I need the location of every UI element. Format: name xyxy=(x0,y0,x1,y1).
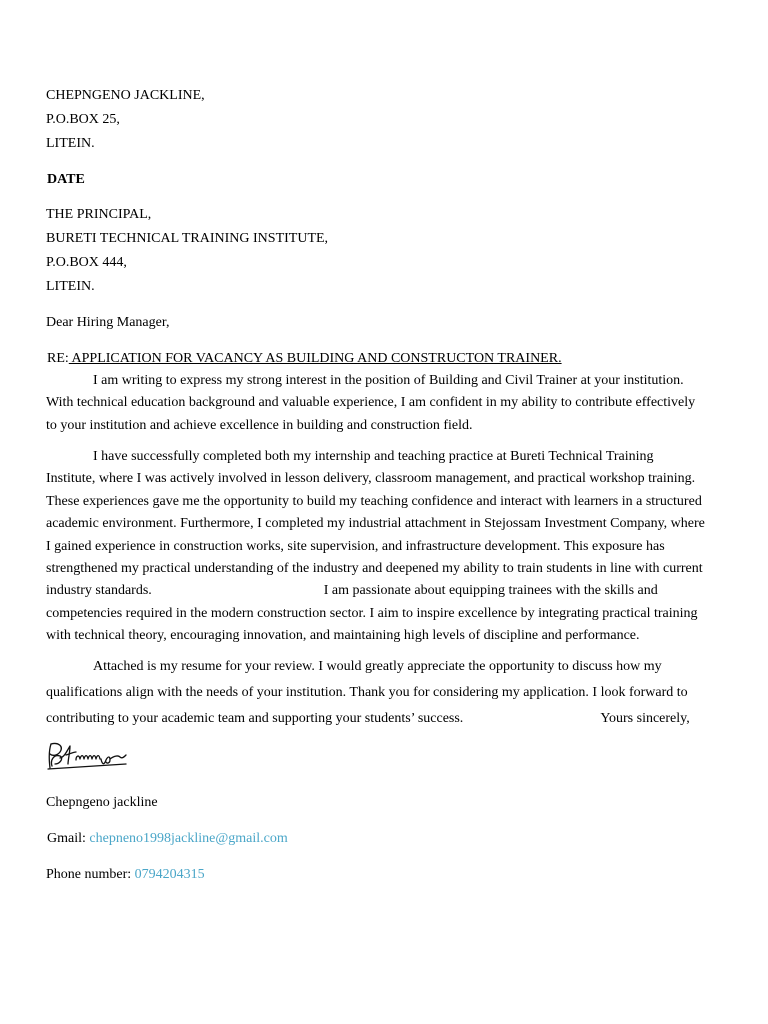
split-right-text: I am passionate about equipping trainees with the skills and xyxy=(323,583,658,599)
salutation: Dear Hiring Manager, xyxy=(46,315,170,330)
subject-text: APPLICATION FOR VACANCY AS BUILDING AND CONSTRUCTON TRAINER. xyxy=(68,351,562,366)
recipient-box: P.O.BOX 444, xyxy=(46,255,127,270)
paragraph-line: Attached is my resume for your review. I would greatly appreciate the opportunity to discuss how my xyxy=(93,659,662,674)
phone-link[interactable]: 0794204315 xyxy=(134,867,205,882)
paragraph-line: strengthened my practical understanding of the industry and deepened my ability to train students in line with current xyxy=(46,560,703,576)
date-label: DATE xyxy=(47,172,85,187)
paragraph-line: I have successfully completed both my internship and teaching practice at Bureti Technical Training xyxy=(93,449,654,464)
subject-prefix: RE: xyxy=(47,351,69,366)
paragraph-line: With technical education background and valuable experience, I am confident in my ability to contribute effectively xyxy=(46,395,696,411)
paragraph-line-split xyxy=(46,706,718,732)
paragraph-line: I gained experience in construction works, site supervision, and infrastructure development. This exposure has xyxy=(46,538,665,554)
recipient-town: LITEIN. xyxy=(46,279,95,294)
split-left-text: industry standards. xyxy=(46,583,152,599)
paragraph-line: with technical theory, encouraging innovation, and maintaining high levels of discipline and performance. xyxy=(46,628,640,644)
paragraph-line: These experiences gave me the opportunity to build my teaching confidence and interact with learners in a structured xyxy=(46,493,702,509)
split-left-text: contributing to your academic team and supporting your students’ success. xyxy=(46,711,464,727)
paragraph-3 xyxy=(46,654,718,733)
sender-town: LITEIN. xyxy=(46,136,95,151)
recipient-institution: BURETI TECHNICAL TRAINING INSTITUTE, xyxy=(46,231,329,246)
email-link[interactable]: chepneno1998jackline@gmail.com xyxy=(89,831,288,846)
paragraph-line: academic environment. Furthermore, I completed my industrial attachment in Stejossam Investment Company, where xyxy=(46,516,705,532)
paragraph-2 xyxy=(46,446,718,648)
paragraph-line-split xyxy=(46,580,718,602)
paragraph-line: to your institution and achieve excellence in building and construction field. xyxy=(46,417,473,433)
paragraph-line: Institute, where I was actively involved in lesson delivery, classroom management, and practical workshop training. xyxy=(46,471,696,487)
email-line xyxy=(47,831,288,847)
sender-name: CHEPNGENO JACKLINE, xyxy=(46,88,205,103)
paragraph-1 xyxy=(46,370,718,437)
email-label: Gmail: xyxy=(47,831,90,846)
phone-label: Phone number: xyxy=(46,867,135,882)
subject-line xyxy=(47,351,562,367)
handwritten-signature xyxy=(46,740,128,774)
paragraph-line: qualifications align with the needs of your institution. Thank you for considering my application. I look forward to xyxy=(46,685,688,701)
sender-box: P.O.BOX 25, xyxy=(46,112,120,127)
paragraph-line: I am writing to express my strong interest in the position of Building and Civil Trainer at your institution. xyxy=(93,373,684,388)
signature-name: Chepngeno jackline xyxy=(46,795,158,810)
phone-line xyxy=(46,867,205,883)
closing-yours-sincerely: Yours sincerely, xyxy=(600,711,690,727)
paragraph-line: competencies required in the modern construction sector. I aim to inspire excellence by integrating practical training xyxy=(46,605,698,621)
recipient-title: THE PRINCIPAL, xyxy=(46,207,152,222)
